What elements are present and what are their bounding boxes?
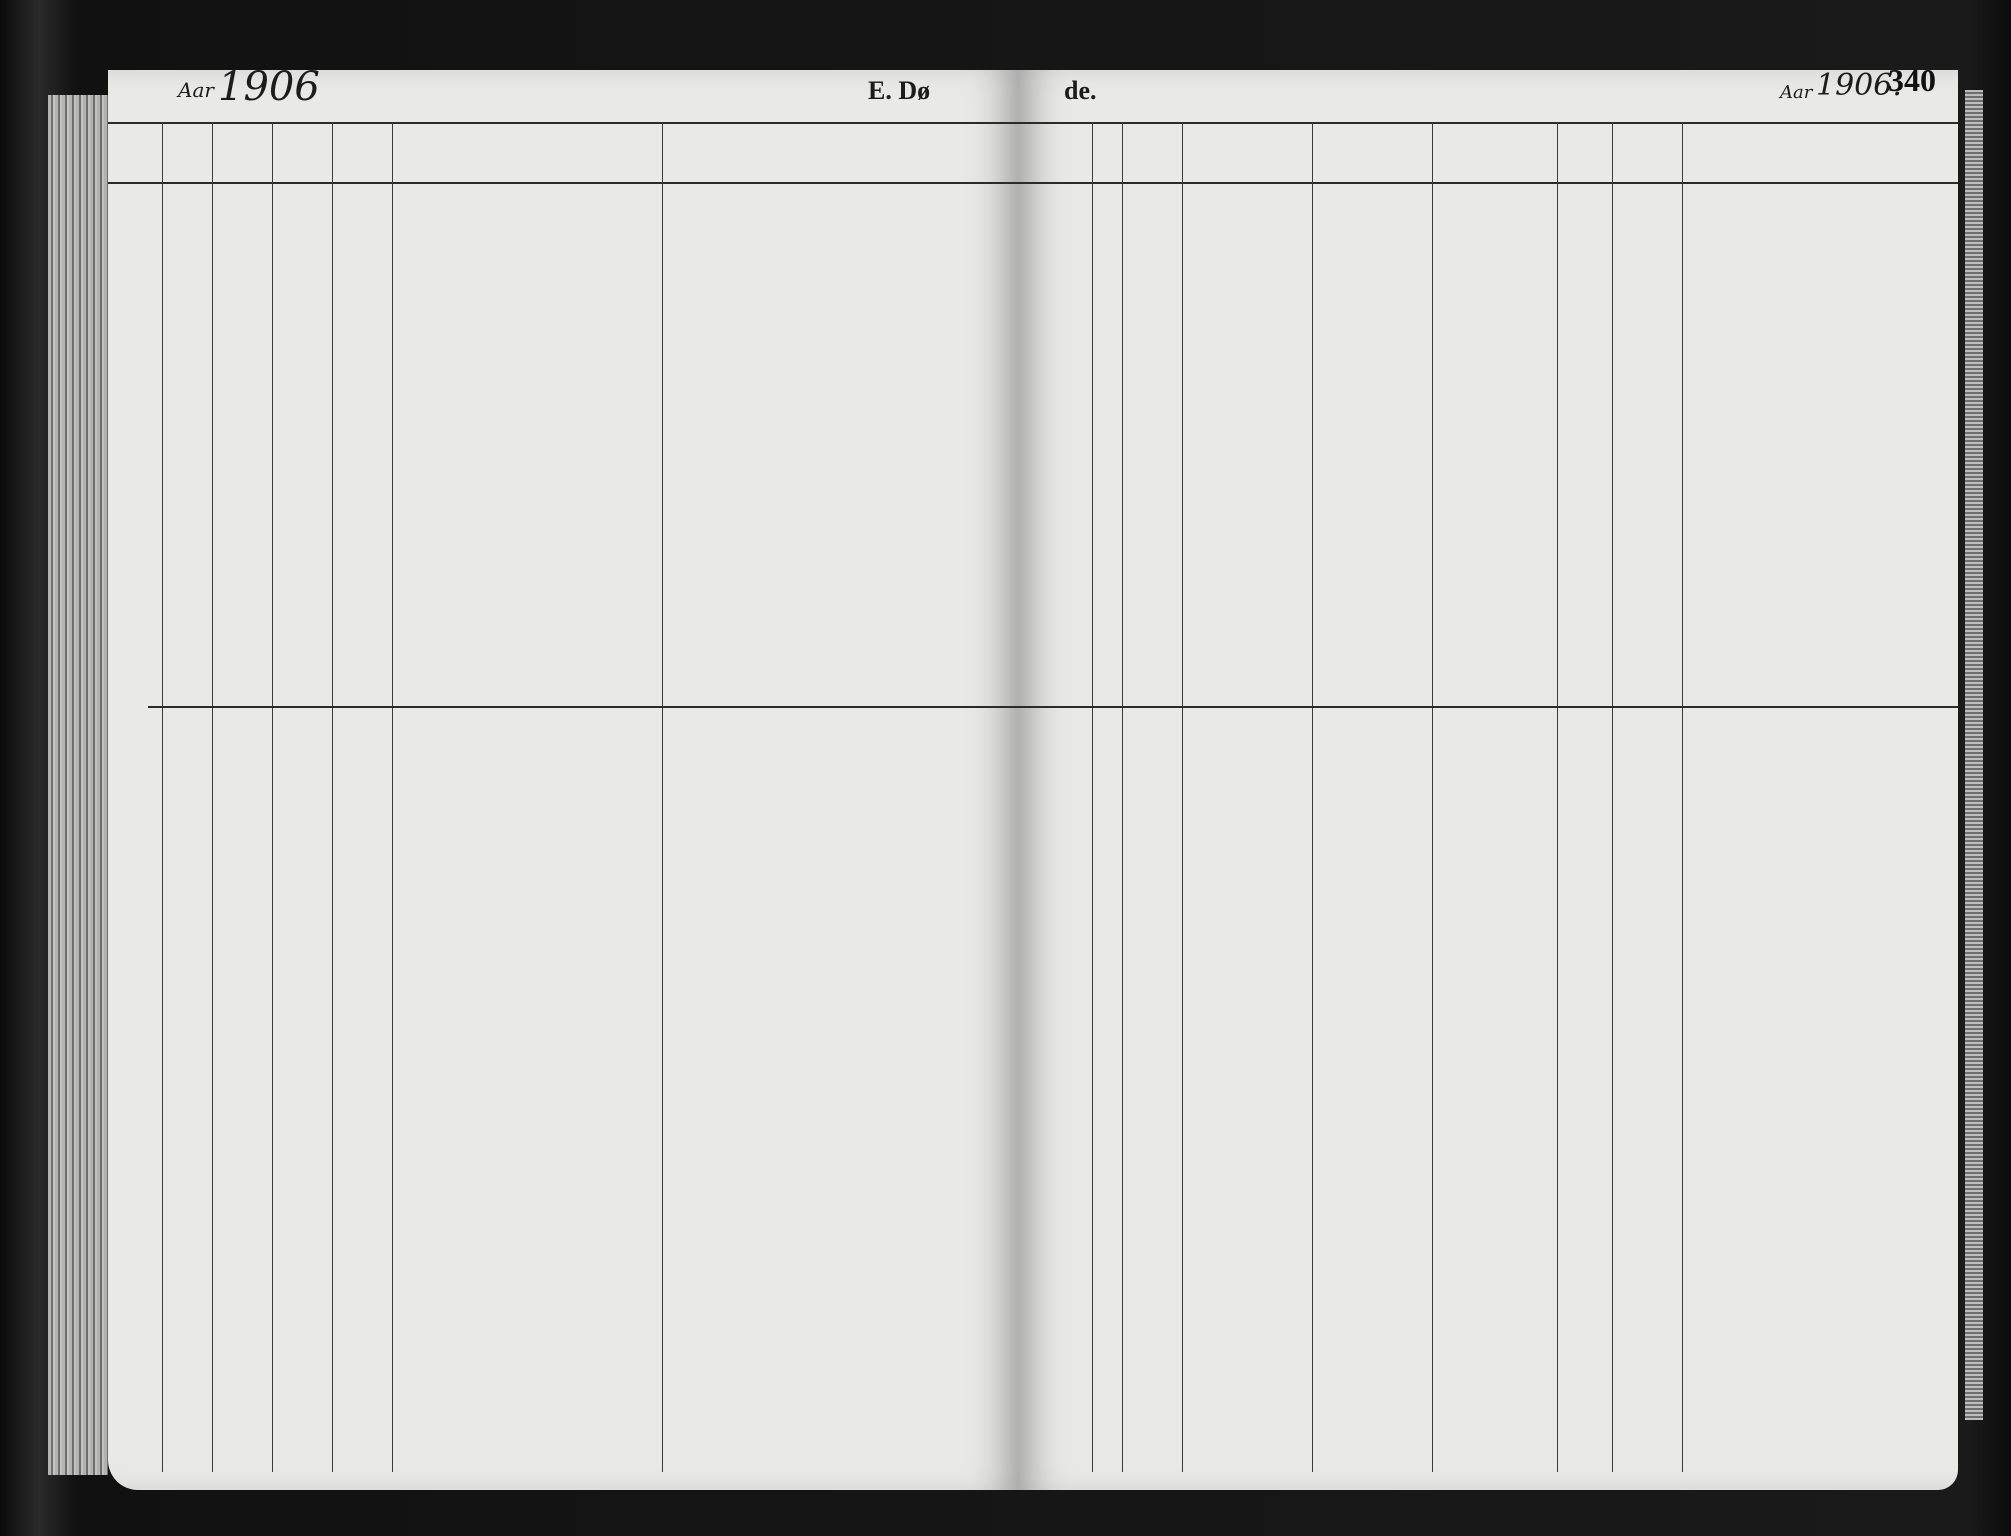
title-left: E. Dø (868, 76, 931, 105)
left-page (108, 70, 1018, 1490)
column-rule (1432, 122, 1433, 1472)
column-rule (1122, 122, 1123, 1472)
header-top-rule (1018, 122, 1958, 124)
left-year-label: Aar (178, 78, 214, 102)
header-top-rule (108, 122, 1018, 124)
column-rule (1612, 122, 1613, 1472)
right-page (1018, 70, 1958, 1490)
section-divider (1018, 706, 1958, 708)
column-rule (162, 122, 163, 1472)
header-bottom-rule (108, 182, 1018, 184)
right-year: 1906. (1816, 70, 1902, 103)
right-page-edges (1965, 90, 1983, 1420)
left-year: 1906 (218, 70, 320, 110)
column-rule (392, 122, 393, 1472)
section-divider (148, 706, 1018, 708)
column-rule (1182, 122, 1183, 1472)
title-right: de. (1064, 76, 1097, 105)
column-rule (1682, 122, 1683, 1472)
column-rule (332, 122, 333, 1472)
header-bottom-rule (1018, 182, 1958, 184)
column-rule (1312, 122, 1313, 1472)
column-rule (662, 122, 663, 1472)
column-rule (272, 122, 273, 1472)
right-year-label: Aar (1780, 82, 1813, 103)
column-rule (1092, 122, 1093, 1472)
column-rule (1557, 122, 1558, 1472)
page-edges (48, 95, 108, 1475)
folio-number: 340 (1888, 70, 1936, 98)
column-rule (212, 122, 213, 1472)
